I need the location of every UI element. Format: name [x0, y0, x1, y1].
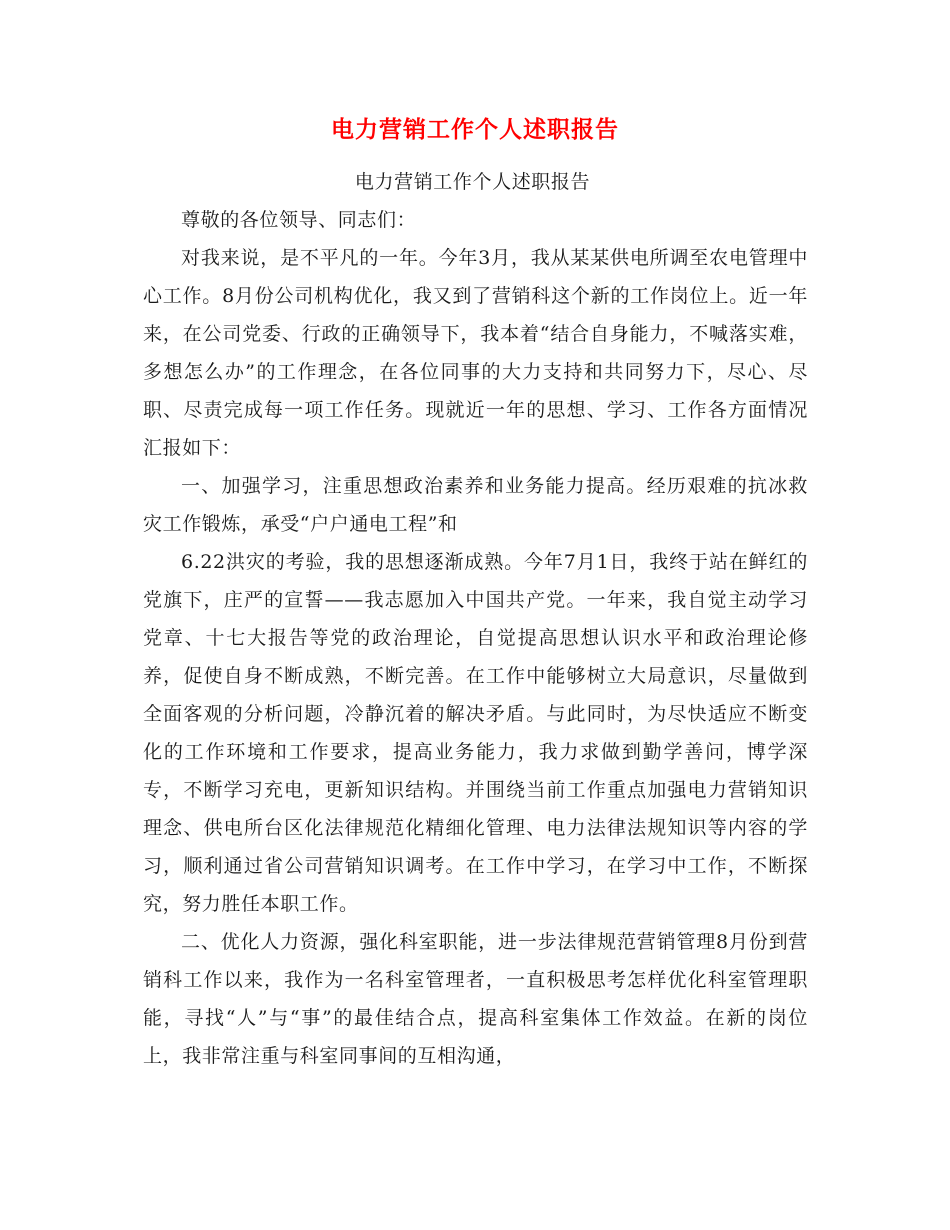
section-one-body-paragraph: 6.22洪灾的考验，我的思想逐渐成熟。今年7月1日，我终于站在鲜红的党旗下，庄严的宣誓——我志愿加入中国共产党。一年来，我自觉主动学习党章、十七大报告等党的政治理论，自觉提高思想认识水平和政治理论修养，促使自身不断成熟，不断完善。在工作中能够树立大局意识，尽量做到全面客观的分析问题，冷静沉着的解决矛盾。与此同时，为尽快适应不断变化的工作环境和工作要求，提高业务能力，我力求做到勤学善问，博学深专，不断学习充电，更新知识结构。并围绕当前工作重点加强电力营销知识理念、供电所台区化法律规范化精细化管理、电力法律法规知识等内容的学习，顺利通过省公司营销知识调考。在工作中学习，在学习中工作，不断探究，努力胜任本职工作。 [143, 551, 808, 915]
intro-paragraph: 对我来说，是不平凡的一年。今年3月，我从某某供电所调至农电管理中心工作。8月份公司机构优化，我又到了营销科这个新的工作岗位上。近一年来，在公司党委、行政的正确领导下，我本着“结合自身能力，不喊落实难，多想怎么办”的工作理念，在各位同事的大力支持和共同努力下，尽心、尽职、尽责完成每一项工作任务。现就近一年的思想、学习、工作各方面情况汇报如下： [143, 247, 808, 459]
document-body [143, 163, 808, 1075]
document-subtitle: 电力营销工作个人述职报告 [354, 171, 591, 193]
section-one-heading-paragraph: 一、加强学习，注重思想政治素养和业务能力提高。经历艰难的抗冰救灾工作锻炼，承受“户户通电工程”和 [143, 475, 808, 535]
section-two-paragraph: 二、优化人力资源，强化科室职能，进一步法律规范营销管理8月份到营销科工作以来，我作为一名科室管理者，一直积极思考怎样优化科室管理职能，寻找“人”与“事”的最佳结合点，提高科室集体工作效益。在新的岗位上，我非常注重与科室同事间的互相沟通， [143, 931, 808, 1067]
salutation-paragraph: 尊敬的各位领导、同志们： [181, 209, 417, 231]
document-title: 电力营销工作个人述职报告 [331, 116, 619, 143]
